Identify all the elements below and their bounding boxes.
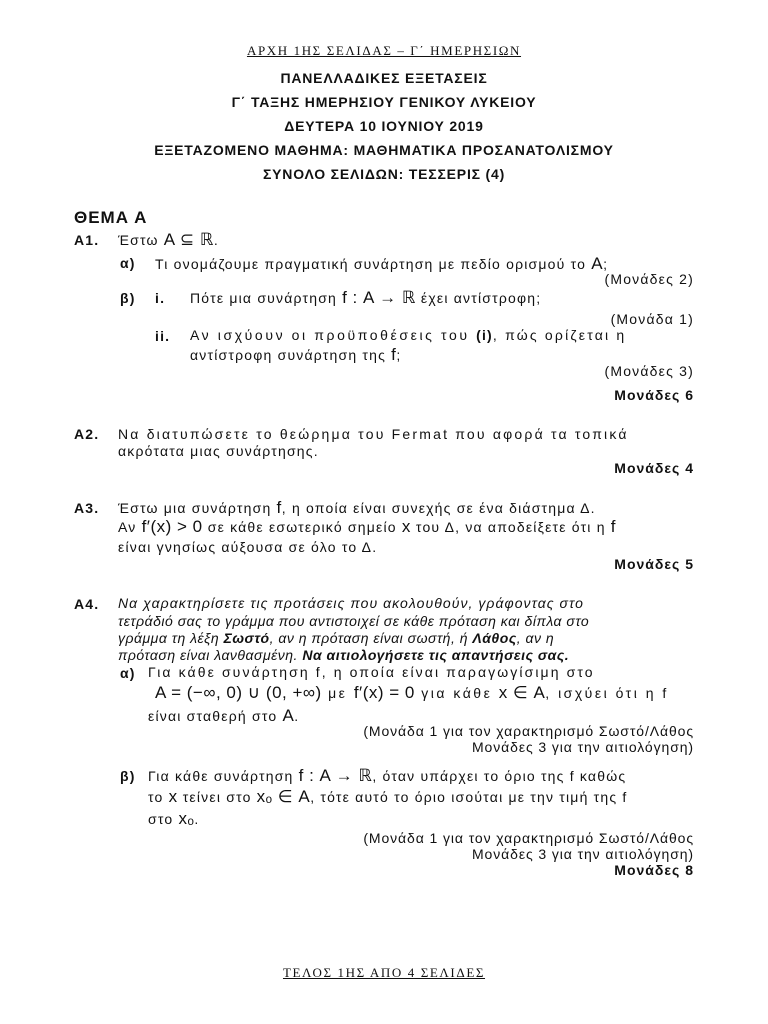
running-header: ΑΡΧΗ 1ΗΣ ΣΕΛΙΔΑΣ – Γ΄ ΗΜΕΡΗΣΙΩΝ xyxy=(246,43,522,58)
a4-b-line2-text: το xyxy=(148,789,169,805)
a2-total-points: Μονάδες 4 xyxy=(614,460,694,476)
a4-a-derivative: f′(x) = 0 xyxy=(353,683,415,702)
a1-intro-post: . xyxy=(213,232,219,248)
a4-a-post: , ισχύει ότι η f xyxy=(545,685,669,701)
question-label-a3: Α3. xyxy=(74,500,100,516)
a4-a-points2: Μονάδες 3 για την αιτιολόγηση) xyxy=(471,739,694,755)
a4-a-line3-math: Α xyxy=(282,706,295,725)
a4-line2: τετράδιό σας το γράμμα που αντιστοιχεί σε κάθε πρόταση και δίπλα στο xyxy=(118,613,590,629)
a3-line1 xyxy=(118,498,596,518)
a3-line1-post: , η οποία είναι συνεχής σε ένα διάστημα Δ. xyxy=(281,500,596,516)
a4-b-points1: (Μονάδα 1 για τον χαρακτηρισμό Σωστό/Λάθος xyxy=(363,830,694,846)
question-label-a1: Α1. xyxy=(74,232,100,248)
a4-b-line3-post: . xyxy=(194,811,200,827)
a4-a-line3-text: είναι σταθερή στο xyxy=(148,708,283,724)
a4-line4-instruction: Να αιτιολογήσετε τις απαντήσεις σας. xyxy=(302,647,570,663)
a1-b-i-math: f : Α → ℝ xyxy=(342,288,416,307)
a1-a-text xyxy=(155,254,608,274)
a1-b-ii-ref: (i) xyxy=(476,327,493,343)
a1-a-math: Α xyxy=(591,254,604,273)
a3-line3: είναι γνησίως αύξουσα σε όλο το Δ. xyxy=(118,539,378,555)
a4-a-domain: Α = (−∞, 0) ∪ (0, +∞) xyxy=(155,683,322,702)
a4-a-label: α) xyxy=(120,665,136,681)
a3-line1-math: f xyxy=(276,498,282,517)
a3-line1-text: Έστω μια συνάρτηση xyxy=(118,500,277,516)
a4-a-mid: με xyxy=(321,685,354,701)
a1-b-ii-line2 xyxy=(190,345,401,365)
a3-line2-mid: σε κάθε εσωτερικό σημείο xyxy=(202,519,402,535)
a1-b-ii-text: Αν ισχύουν οι προϋποθέσεις του xyxy=(190,327,477,343)
a1-b-i-post: έχει αντίστροφη; xyxy=(415,290,542,306)
a3-total-points: Μονάδες 5 xyxy=(614,556,694,572)
a4-b-line1-math: f : Α → ℝ xyxy=(298,766,373,785)
a1-b-i-question: Πότε μια συνάρτηση xyxy=(190,290,343,306)
a4-b-line1-text: Για κάθε συνάρτηση xyxy=(148,768,299,784)
a1-intro-text: Έστω xyxy=(118,232,164,248)
a4-line4-text: πρόταση είναι λανθασμένη. xyxy=(118,647,303,663)
a4-b-line3 xyxy=(148,809,199,829)
theme-title: ΘΕΜΑ Α xyxy=(74,208,148,227)
a3-line2-text: Αν xyxy=(118,519,142,535)
a4-a-line2 xyxy=(155,683,669,703)
a4-line3-wrong: Λάθος xyxy=(472,630,517,646)
a1-a-question: Τι ονομάζουμε πραγματική συνάρτηση με πεδίο ορισμού το xyxy=(155,256,592,272)
a4-line3-correct: Σωστό xyxy=(223,630,270,646)
a4-a-line3 xyxy=(148,706,299,726)
a4-line4 xyxy=(118,647,569,663)
a3-line2-math3: f xyxy=(610,517,617,536)
a4-b-line2-math2: xₒ ∈ Α xyxy=(256,787,311,806)
a4-b-line2-post: , τότε αυτό το όριο ισούται με την τιμή της f xyxy=(310,789,628,805)
a2-line1: Να διατυπώσετε το θεώρημα του Fermat που αφορά τα τοπικά xyxy=(118,426,629,442)
a1-total-points: Μονάδες 6 xyxy=(614,387,694,403)
a1-b-i-text xyxy=(190,288,541,308)
exam-date: ΔΕΥΤΕΡΑ 10 ΙΟΥΝΙΟΥ 2019 xyxy=(284,118,484,134)
a4-line3-post: , αν η xyxy=(516,630,555,646)
a4-a-membership: x ∈ Α xyxy=(498,683,546,702)
page-footer: ΤΕΛΟΣ 1ΗΣ ΑΠΟ 4 ΣΕΛΙΔΕΣ xyxy=(282,965,486,980)
a1-b-ii-line2-math: f xyxy=(391,345,397,364)
a1-intro-math: Α ⊆ ℝ xyxy=(163,230,214,249)
a3-line2-post: του Δ, να αποδείξετε ότι η xyxy=(410,519,611,535)
a4-a-mid2: για κάθε xyxy=(414,685,499,701)
a4-b-label: β) xyxy=(120,768,136,784)
question-label-a2: Α2. xyxy=(74,426,100,442)
a4-b-line2-mid: τείνει στο xyxy=(177,789,257,805)
a1-b-label: β) xyxy=(120,290,136,306)
a4-line3 xyxy=(118,630,554,646)
exam-subject: ΕΞΕΤΑΖΟΜΕΝΟ ΜΑΘΗΜΑ: ΜΑΘΗΜΑΤΙΚΑ ΠΡΟΣΑΝΑΤΟΛΙΣΜΟΥ xyxy=(154,142,614,158)
a4-b-line1-post: , όταν υπάρχει το όριο της f καθώς xyxy=(372,768,627,784)
a1-a-post: ; xyxy=(603,256,609,272)
a4-a-line3-post: . xyxy=(294,708,300,724)
a4-b-line3-math: xₒ xyxy=(178,809,195,828)
a3-line2-math2: x xyxy=(401,517,411,536)
a4-b-line3-text: στο xyxy=(148,811,179,827)
a2-line2: ακρότατα μιας συνάρτησης. xyxy=(118,443,319,459)
question-label-a4: Α4. xyxy=(74,596,100,612)
exam-class: Γ΄ ΤΑΞΗΣ ΗΜΕΡΗΣΙΟΥ ΓΕΝΙΚΟΥ ΛΥΚΕΙΟΥ xyxy=(231,94,537,110)
a1-b-i-label: i. xyxy=(155,290,166,306)
a1-b-ii-points: (Μονάδες 3) xyxy=(604,363,694,379)
a4-b-line2 xyxy=(148,787,628,807)
a3-line2 xyxy=(118,517,616,537)
a4-total-points: Μονάδες 8 xyxy=(614,862,694,878)
a1-a-points: (Μονάδες 2) xyxy=(604,271,694,287)
a1-b-ii-label: ii. xyxy=(155,328,171,344)
a1-b-ii-post: , πώς ορίζεται η xyxy=(492,327,627,343)
a4-line1: Να χαρακτηρίσετε τις προτάσεις που ακολουθούν, γράφοντας στο xyxy=(118,595,584,611)
a1-b-ii-line2-text: αντίστροφη συνάρτηση της xyxy=(190,347,392,363)
a1-intro xyxy=(118,230,219,250)
exam-pages: ΣΥΝΟΛΟ ΣΕΛΙΔΩΝ: ΤΕΣΣΕΡΙΣ (4) xyxy=(262,166,506,182)
a4-a-points1: (Μονάδα 1 για τον χαρακτηρισμό Σωστό/Λάθος xyxy=(363,723,694,739)
exam-title: ΠΑΝΕΛΛΑΔΙΚΕΣ ΕΞΕΤΑΣΕΙΣ xyxy=(280,70,488,86)
a1-a-label: α) xyxy=(120,255,136,271)
a1-b-ii-line1 xyxy=(190,327,694,343)
a3-line2-math: f′(x) > 0 xyxy=(141,517,203,536)
a1-b-ii-line2-post: ; xyxy=(396,347,402,363)
a4-b-line2-math: x xyxy=(168,787,178,806)
a4-line3-text: γράμμα τη λέξη xyxy=(118,630,224,646)
a4-a-line1: Για κάθε συνάρτηση f, η οποία είναι παραγωγίσιμη στο xyxy=(148,664,595,680)
a4-line3-mid: , αν η πρόταση είναι σωστή, ή xyxy=(269,630,473,646)
a4-b-line1 xyxy=(148,766,626,786)
a1-b-i-points: (Μονάδα 1) xyxy=(610,311,694,327)
a4-b-points2: Μονάδες 3 για την αιτιολόγηση) xyxy=(471,846,694,862)
